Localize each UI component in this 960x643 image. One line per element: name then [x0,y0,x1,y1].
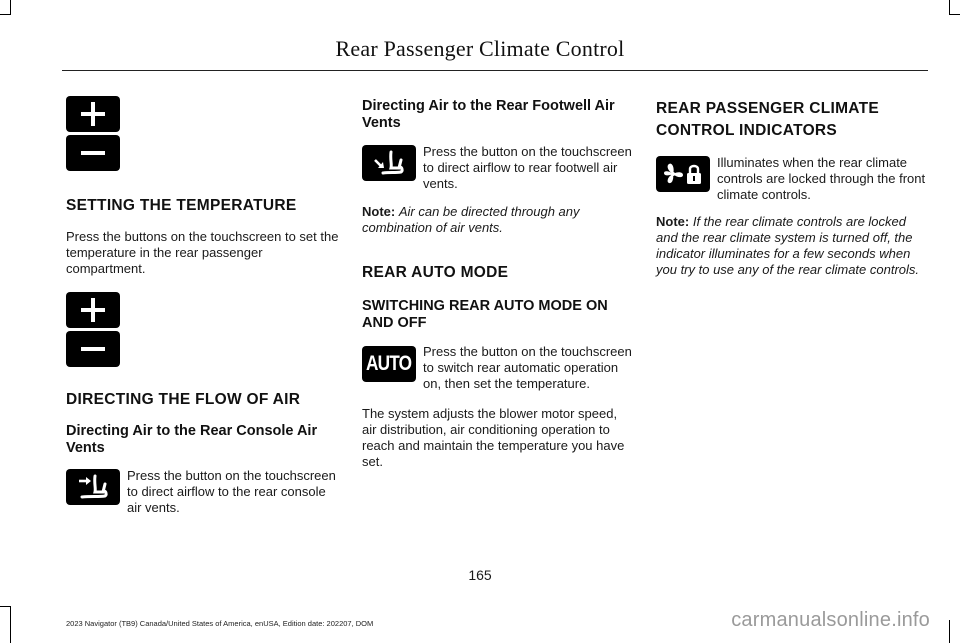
directing-airflow-heading: DIRECTING THE FLOW OF AIR [66,391,301,408]
setting-temperature-text: Press the buttons on the touchscreen to set the temperature in the rear passenger compartment. [66,229,339,276]
temperature-buttons-bottom [66,292,340,367]
temperature-buttons-top [66,96,340,171]
footwell-vents-heading: Directing Air to the Rear Footwell Air Vents [362,98,615,131]
note-text: Air can be directed through any combination of air vents. [362,204,580,235]
crop-mark [0,14,11,15]
footwell-vents-row [362,144,632,192]
indicator-text: Illuminates when the rear climate controls are locked through the front climate controls. [717,155,926,202]
minus-icon [66,135,120,171]
indicator-row [656,155,928,203]
console-vents-row [66,468,340,516]
indicators-heading-line2: CONTROL INDICATORS [656,122,838,139]
page-title: Rear Passenger Climate Control [335,36,625,61]
crop-mark [10,606,11,643]
console-vents-heading: Directing Air to the Rear Console Air Vents [66,423,318,456]
watermark: carmanualsonline.info [731,609,930,631]
note-label: Note: [362,204,396,219]
page-number: 165 [468,567,492,583]
setting-temperature-heading: SETTING THE TEMPERATURE [66,197,297,214]
switching-auto-mode-heading: SWITCHING REAR AUTO MODE ON AND OFF [362,298,608,331]
airflow-note [362,204,632,236]
header-divider [62,70,928,71]
rear-auto-mode-heading: REAR AUTO MODE [362,264,509,281]
column-middle [362,96,632,470]
plus-icon [66,96,120,132]
fan-lock-icon [656,156,710,192]
crop-mark [949,620,950,643]
auto-icon-label: AUTO [366,352,412,375]
minus-icon [66,331,120,367]
system-adjusts-text: The system adjusts the blower motor speed, air distribution, air conditioning operation to reach and maintain the temperature you have set. [362,406,625,469]
crop-mark [949,14,960,15]
console-vents-text: Press the button on the touchscreen to direct airflow to the rear console air vents. [127,468,336,515]
footwell-vents-text: Press the button on the touchscreen to direct airflow to rear footwell air vents. [423,144,632,191]
footwell-airflow-icon [362,145,416,181]
note-text: If the rear climate controls are locked and the rear climate system is turned off, the indicator illuminates for a few seconds when you try to use any of the rear climate controls. [656,214,920,277]
console-airflow-icon [66,469,120,505]
crop-mark [949,0,950,14]
column-left [66,96,340,516]
plus-icon [66,292,120,328]
auto-icon [362,346,416,382]
edition-line: 2023 Navigator (TB9) Canada/United States of America, enUSA, Edition date: 202207, DOM [66,619,374,628]
column-right [656,96,928,278]
auto-mode-block [362,344,632,392]
note-label: Note: [656,214,690,229]
indicators-heading-line1: REAR PASSENGER CLIMATE [656,100,880,117]
crop-mark [0,606,11,607]
switching-auto-mode-text: Press the button on the touchscreen to switch rear automatic operation on, then set the temperature. [423,344,632,391]
crop-mark [10,0,11,14]
indicator-note [656,214,928,278]
